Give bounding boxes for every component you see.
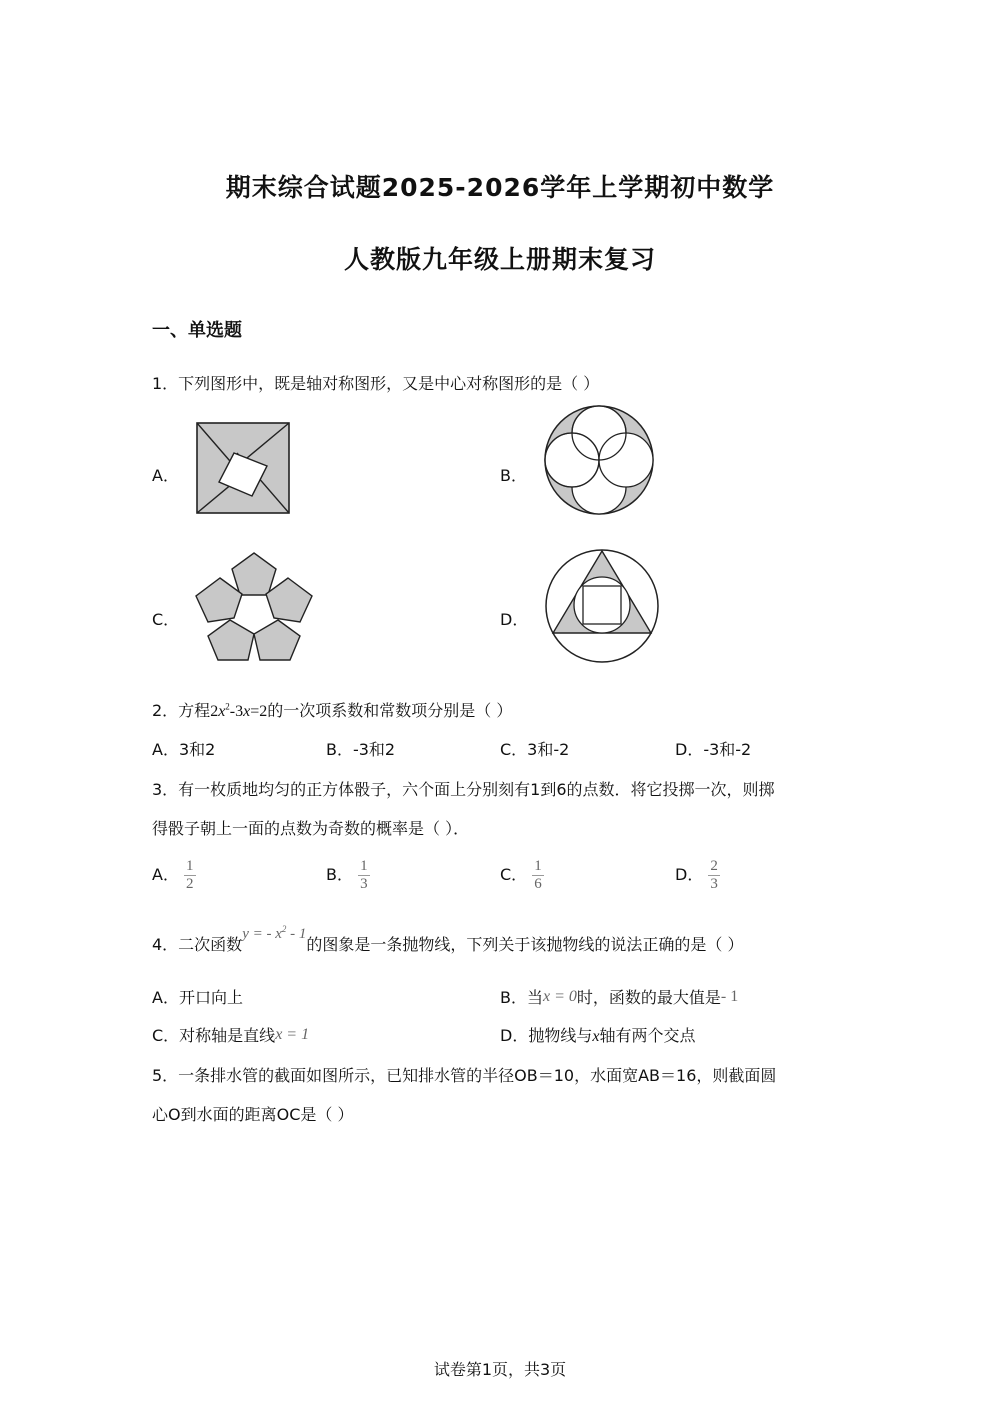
q1-option-b-label: B． bbox=[500, 466, 527, 485]
q1-option-b-figure bbox=[540, 402, 658, 518]
q2-eq-coef: 2 bbox=[210, 703, 219, 720]
q4-option-c-prefix: C．对称轴是直线 bbox=[152, 1026, 276, 1045]
page-footer: 试卷第1页，共3页 bbox=[433, 1360, 567, 1379]
q4-suffix: 的图象是一条抛物线，下列关于该抛物线的说法正确的是（ ） bbox=[306, 935, 744, 954]
q3-option-d-fraction bbox=[708, 858, 720, 893]
q4-option-d-var: x bbox=[592, 1028, 600, 1045]
q2-suffix: 的一次项系数和常数项分别是（ ） bbox=[267, 701, 513, 720]
q1-option-d-label: D． bbox=[500, 610, 529, 629]
q4-option-b-mid: 时，函数的最大值是 bbox=[576, 988, 721, 1007]
q3-option-a-fraction bbox=[184, 858, 196, 893]
q3-option-b bbox=[326, 858, 370, 893]
q1-stem: 1．下列图形中，既是轴对称图形，又是中心对称图形的是（ ） bbox=[152, 374, 600, 393]
q2-option-a: A．3和2 bbox=[152, 740, 216, 759]
q4-option-c bbox=[152, 1023, 309, 1046]
q4-option-a: A．开口向上 bbox=[152, 988, 243, 1007]
page-title-line2: 人教版九年级上册期末复习 bbox=[343, 245, 656, 274]
q2-prefix: 2．方程 bbox=[152, 701, 211, 720]
fraction-numerator: 1 bbox=[534, 858, 542, 874]
fraction-denominator: 3 bbox=[710, 876, 718, 892]
q4-func-body: y = - x bbox=[242, 926, 282, 942]
q4-func-tail: - 1 bbox=[286, 926, 307, 942]
fraction-numerator: 1 bbox=[186, 858, 194, 874]
q4-stem bbox=[152, 924, 744, 955]
q4-option-d-prefix: D．抛物线与 bbox=[500, 1026, 593, 1045]
q5-stem-line2: 心O到水面的距离OC是（ ） bbox=[152, 1105, 354, 1124]
q4-option-c-math: x = 1 bbox=[275, 1026, 310, 1043]
q2-option-b: B．-3和2 bbox=[326, 740, 396, 759]
page-title-line1: 期末综合试题2025-2026学年上学期初中数学 bbox=[225, 173, 775, 202]
q2-equation bbox=[210, 703, 267, 720]
fraction-numerator: 2 bbox=[710, 858, 718, 874]
q5-stem-line1: 5．一条排水管的截面如图所示，已知排水管的半径OB＝10，水面宽AB＝16，则截面圆 bbox=[152, 1066, 777, 1085]
q2-eq-rhs: =2 bbox=[250, 703, 268, 720]
fraction-numerator: 1 bbox=[360, 858, 368, 874]
q3-option-c-fraction bbox=[532, 858, 544, 893]
q3-option-b-label: B． bbox=[326, 865, 353, 884]
q4-option-b-prefix: B．当 bbox=[500, 988, 543, 1007]
q3-option-d-label: D． bbox=[675, 865, 704, 884]
q3-option-c-label: C． bbox=[500, 865, 528, 884]
q4-option-d bbox=[500, 1023, 695, 1046]
q2-option-c: C．3和-2 bbox=[500, 740, 570, 759]
q4-option-b bbox=[500, 985, 738, 1008]
q2-eq-exponent: 2 bbox=[225, 701, 230, 712]
q4-option-b-math: x = 0 bbox=[542, 988, 577, 1005]
q2-eq-term: -3 bbox=[229, 703, 244, 720]
q3-option-a bbox=[152, 858, 196, 893]
q4-option-b-value: - 1 bbox=[720, 988, 739, 1005]
q1-option-d-figure bbox=[542, 547, 662, 665]
q2-eq-var: x bbox=[218, 703, 226, 720]
q4-func-exponent: 2 bbox=[281, 924, 287, 934]
q2-option-d: D．-3和-2 bbox=[675, 740, 752, 759]
q4-prefix: 4．二次函数 bbox=[152, 935, 243, 954]
fraction-denominator: 2 bbox=[186, 876, 194, 892]
q2-eq-var2: x bbox=[243, 703, 251, 720]
q4-option-d-suffix: 轴有两个交点 bbox=[599, 1026, 696, 1045]
q2-stem bbox=[152, 698, 512, 721]
q1-option-c-label: C． bbox=[152, 610, 180, 629]
q1-option-c-figure bbox=[192, 550, 316, 665]
q3-stem-line1: 3．有一枚质地均匀的正方体骰子，六个面上分别刻有1到6的点数．将它投掷一次，则掷 bbox=[152, 780, 775, 799]
q3-option-c bbox=[500, 858, 544, 893]
fraction-denominator: 3 bbox=[360, 876, 368, 892]
fraction-denominator: 6 bbox=[534, 876, 542, 892]
q3-stem-line2: 得骰子朝上一面的点数为奇数的概率是（ ）． bbox=[152, 819, 470, 838]
q3-option-a-label: A． bbox=[152, 865, 179, 884]
q3-option-b-fraction bbox=[358, 858, 370, 893]
section-heading: 一、单选题 bbox=[152, 320, 242, 341]
q1-option-a-label: A． bbox=[152, 466, 179, 485]
q4-function bbox=[242, 926, 306, 942]
q1-option-a-figure bbox=[194, 420, 294, 518]
q3-option-d bbox=[675, 858, 720, 893]
